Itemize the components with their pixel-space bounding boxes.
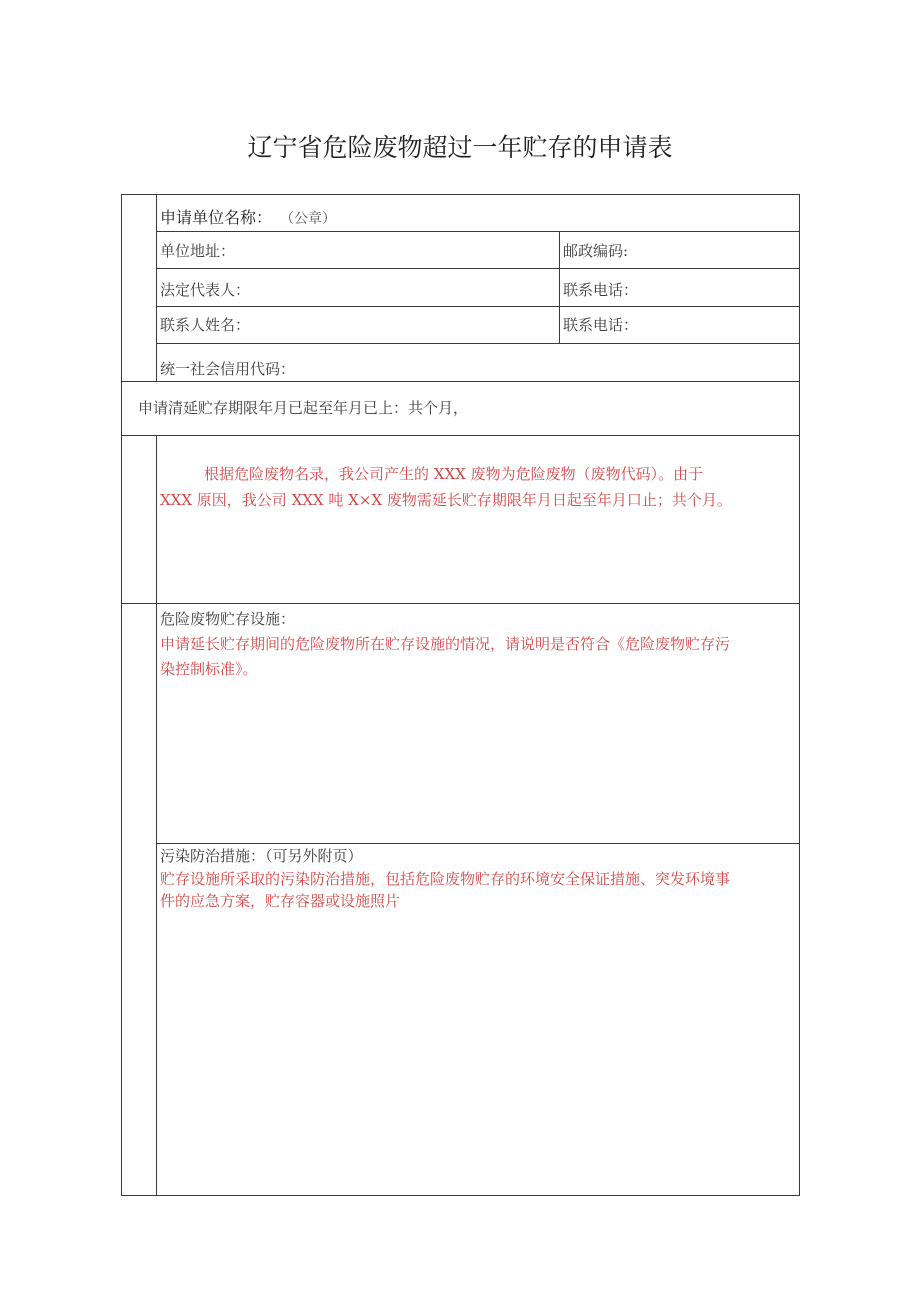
table-border-left [121, 194, 122, 1196]
left-column-divider-top [156, 194, 157, 382]
right-column-divider [559, 231, 560, 343]
pollution-note-line-2: 件的应急方案，贮存容器或设施照片 [160, 892, 401, 910]
table-border-bottom [121, 1195, 800, 1196]
table-border-top [121, 194, 800, 195]
pollution-label: 污染防治措施：（可另外附页） [160, 847, 363, 865]
row-divider-3 [156, 306, 800, 307]
contact-label: 联系人姓名： [160, 316, 251, 334]
reason-line-1: 根据危险废物名录，我公司产生的 XXX 废物为危险废物（废物代码）。由于 [204, 465, 704, 483]
row-divider-8 [156, 843, 800, 844]
row-divider-7 [121, 603, 800, 604]
postal-label: 邮政编码: [563, 242, 629, 260]
applicant-note: （公章） [280, 211, 336, 227]
pollution-note-line-1: 贮存设施所采取的污染防治措施，包括危险废物贮存的环境安全保证措施、突发环境事 [160, 870, 731, 888]
phone-label-1: 联系电话： [563, 281, 639, 299]
row-divider-5 [121, 381, 800, 382]
applicant-label: 申请单位名称： [160, 208, 273, 227]
credit-code-label: 统一社会信用代码： [160, 360, 296, 378]
phone-label-2: 联系电话： [563, 316, 639, 334]
row-divider-1 [156, 231, 800, 232]
page-title: 辽宁省危险废物超过一年贮存的申请表 [247, 133, 673, 162]
extension-line: 申请清延贮存期限年月已起至年月已上：共个月， [138, 399, 469, 417]
row-divider-2 [156, 268, 800, 269]
reason-line-2: XXX 原因，我公司 XXX 吨 X×X 废物需延长贮存期限年月日起至年月口止；共个月。 [160, 491, 732, 509]
legal-rep-label: 法定代表人： [160, 281, 251, 299]
left-column-divider-bottom [156, 435, 157, 1196]
facility-note-line-1: 申请延长贮存期间的危险废物所在贮存设施的情况，请说明是否符合《危险废物贮存污 [160, 635, 731, 653]
address-label: 单位地址： [160, 242, 236, 260]
facility-label: 危险废物贮存设施： [160, 610, 296, 628]
table-border-right [799, 194, 800, 1196]
facility-note-line-2: 染控制标准》。 [160, 660, 258, 678]
row-divider-6 [121, 435, 800, 436]
row-divider-4 [156, 343, 800, 344]
